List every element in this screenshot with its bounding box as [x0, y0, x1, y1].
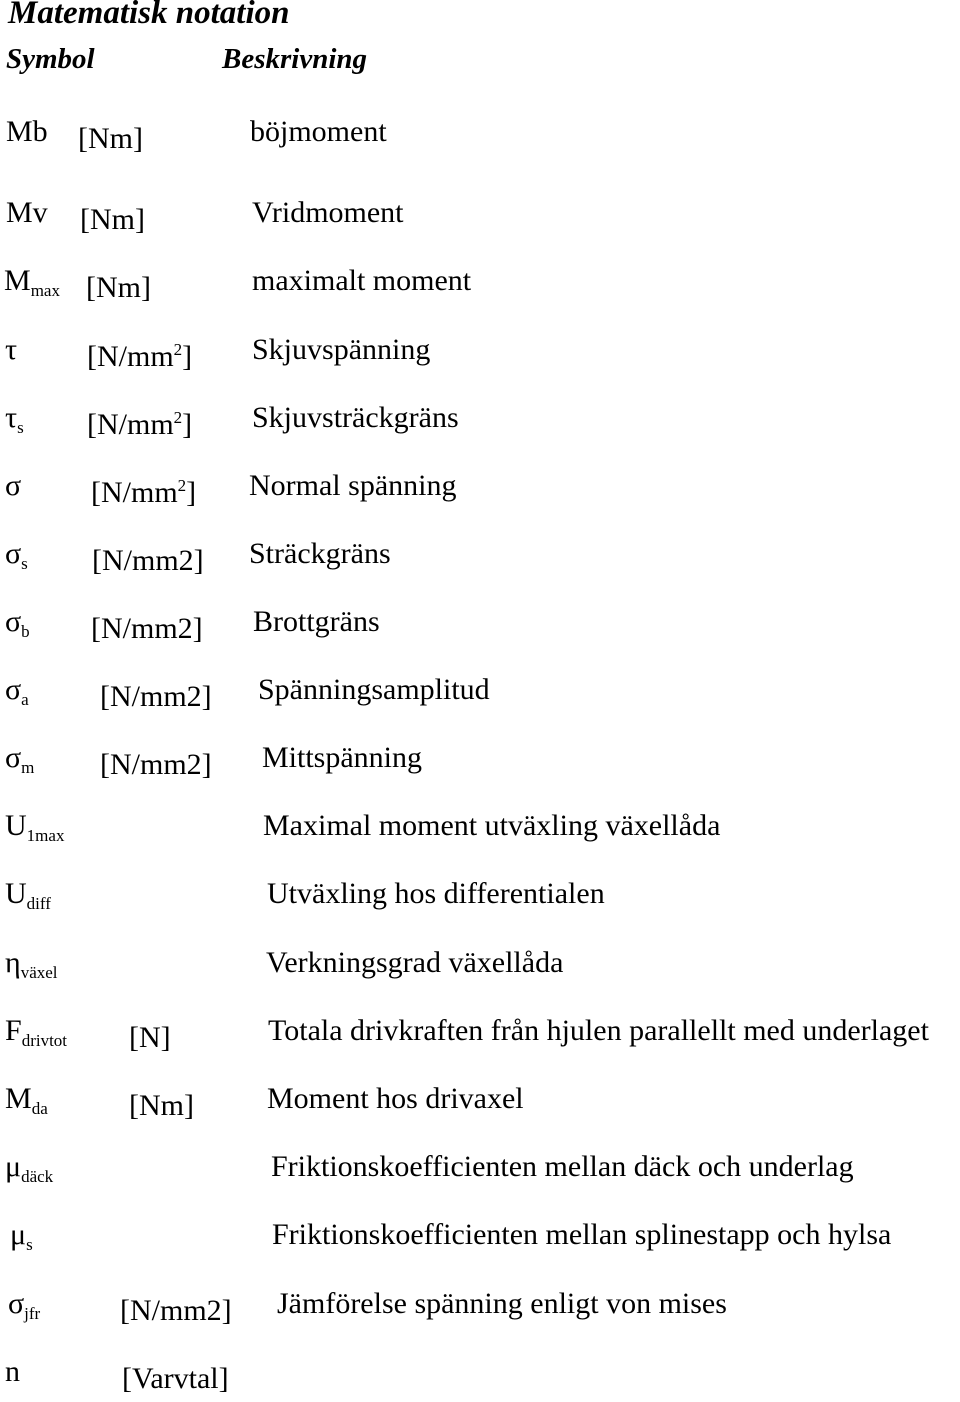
- symbol-subscript: m: [21, 758, 35, 777]
- symbol-subscript: däck: [21, 1167, 54, 1186]
- symbol-base: τ: [5, 401, 18, 434]
- unit: [120, 1284, 232, 1331]
- symbol-subscript: diff: [26, 894, 51, 913]
- symbol-base: σ: [5, 741, 22, 774]
- table-row: [0, 602, 960, 645]
- description: Totala drivkraften från hjulen parallellt med underlaget: [268, 1014, 929, 1047]
- description: Friktionskoefficienten mellan däck och underlag: [271, 1150, 854, 1183]
- symbol-base: μ: [10, 1218, 27, 1251]
- symbol-subscript: drivtot: [21, 1031, 68, 1050]
- unit-text: [Nm]: [129, 1089, 194, 1122]
- symbol: [4, 261, 60, 311]
- symbol-subscript: max: [30, 281, 60, 300]
- unit: [80, 193, 145, 240]
- description: böjmoment: [250, 115, 387, 148]
- unit: [91, 602, 203, 649]
- symbol: [5, 738, 34, 788]
- symbol-subscript: växel: [20, 963, 58, 982]
- table-row: [0, 1215, 960, 1255]
- symbol: [5, 602, 30, 652]
- unit-text: [Nm]: [80, 203, 145, 236]
- symbol: [5, 534, 28, 584]
- symbol-base: M: [4, 264, 31, 297]
- symbol: [5, 466, 21, 516]
- symbol: [5, 806, 64, 856]
- description: Mittspänning: [262, 741, 423, 774]
- symbol-base: σ: [5, 605, 22, 638]
- description: Spänningsamplitud: [258, 673, 490, 706]
- symbol-subscript: jfr: [24, 1304, 41, 1323]
- unit-text: [Varvtal]: [122, 1362, 229, 1395]
- unit-text: [N/mm2]: [100, 748, 212, 781]
- unit: [91, 466, 196, 513]
- unit-superscript: 2: [177, 476, 187, 495]
- symbol-base: Mv: [6, 196, 48, 229]
- unit-text: [N/mm: [87, 340, 174, 373]
- symbol-subscript: s: [26, 1235, 33, 1254]
- symbol-base: F: [5, 1014, 22, 1047]
- table-row: [0, 261, 960, 304]
- symbol-base: σ: [8, 1287, 25, 1320]
- description-column-header: Beskrivning: [222, 43, 368, 75]
- description: Friktionskoefficienten mellan splinestapp och hylsa: [272, 1218, 892, 1251]
- table-row: [0, 1011, 960, 1054]
- symbol-subscript: 1max: [26, 826, 65, 845]
- unit-text: [N/mm2]: [92, 544, 204, 577]
- unit-superscript: 2: [173, 408, 183, 427]
- symbol-base: U: [5, 809, 27, 842]
- unit-text: [N/mm2]: [120, 1294, 232, 1327]
- symbol: [5, 943, 58, 993]
- unit-text: [N/mm2]: [91, 612, 203, 645]
- unit-text: [N]: [129, 1021, 171, 1054]
- table-row: [0, 874, 960, 914]
- unit-text: [N/mm: [87, 408, 174, 441]
- table-row: [0, 1079, 960, 1122]
- symbol: [5, 1352, 20, 1402]
- table-row: [0, 466, 960, 509]
- symbol-base: η: [5, 946, 21, 979]
- unit: [129, 1011, 171, 1058]
- page-title: Matematisk notation: [8, 0, 290, 31]
- table-row: [0, 398, 960, 441]
- symbol-subscript: s: [17, 418, 24, 437]
- description: Sträckgräns: [249, 537, 391, 570]
- table-row: [0, 670, 960, 713]
- unit-superscript: 2: [173, 340, 183, 359]
- description: Verkningsgrad växellåda: [266, 946, 564, 979]
- symbol: [8, 1284, 40, 1334]
- description: Skjuvsträckgräns: [252, 401, 459, 434]
- unit: [100, 670, 212, 717]
- symbol: [5, 398, 24, 448]
- table-row: [0, 1352, 960, 1395]
- unit: [100, 738, 212, 785]
- symbol: [6, 193, 48, 243]
- description: Normal spänning: [249, 469, 457, 502]
- description: Utväxling hos differentialen: [267, 877, 605, 910]
- table-row: [0, 193, 960, 236]
- unit: [122, 1352, 229, 1399]
- description: Maximal moment utväxling växellåda: [263, 809, 721, 842]
- symbol-base: U: [5, 877, 27, 910]
- symbol: [6, 112, 48, 162]
- unit: [129, 1079, 194, 1126]
- symbol: [5, 874, 51, 924]
- unit-end: ]: [186, 476, 197, 509]
- unit: [86, 261, 151, 308]
- symbol-base: μ: [5, 1150, 22, 1183]
- table-row: [0, 534, 960, 577]
- table-row: [0, 806, 960, 846]
- symbol: [5, 1011, 67, 1061]
- unit-text: [Nm]: [78, 122, 143, 155]
- description: Brottgräns: [253, 605, 380, 638]
- unit-end: ]: [182, 340, 193, 373]
- description: Jämförelse spänning enligt von mises: [277, 1287, 727, 1320]
- unit-end: ]: [182, 408, 193, 441]
- symbol-base: σ: [5, 537, 22, 570]
- symbol: [5, 670, 29, 720]
- table-row: [0, 112, 960, 155]
- symbol-subscript: b: [21, 622, 30, 641]
- unit: [92, 534, 204, 581]
- table-row: [0, 330, 960, 373]
- symbol-column-header: Symbol: [6, 43, 95, 75]
- symbol-base: n: [5, 1355, 20, 1388]
- symbol: [5, 330, 17, 380]
- symbol-base: τ: [5, 333, 18, 366]
- table-row: [0, 943, 960, 983]
- unit-text: [Nm]: [86, 271, 151, 304]
- symbol: [5, 1147, 53, 1197]
- description: Skjuvspänning: [252, 333, 431, 366]
- symbol-subscript: s: [21, 554, 28, 573]
- symbol-subscript: a: [21, 690, 29, 709]
- description: Moment hos drivaxel: [267, 1082, 524, 1115]
- description: Vridmoment: [252, 196, 404, 229]
- symbol-subscript: da: [31, 1099, 48, 1118]
- unit: [78, 112, 143, 159]
- unit: [87, 398, 192, 445]
- symbol: [10, 1215, 33, 1265]
- table-row: [0, 1147, 960, 1187]
- symbol-base: M: [5, 1082, 32, 1115]
- table-row: [0, 738, 960, 781]
- symbol-base: σ: [5, 673, 22, 706]
- symbol-base: Mb: [6, 115, 48, 148]
- unit-text: [N/mm: [91, 476, 178, 509]
- unit-text: [N/mm2]: [100, 680, 212, 713]
- symbol-base: σ: [5, 469, 22, 502]
- description: maximalt moment: [252, 264, 472, 297]
- symbol: [5, 1079, 48, 1129]
- table-row: [0, 1284, 960, 1327]
- unit: [87, 330, 192, 377]
